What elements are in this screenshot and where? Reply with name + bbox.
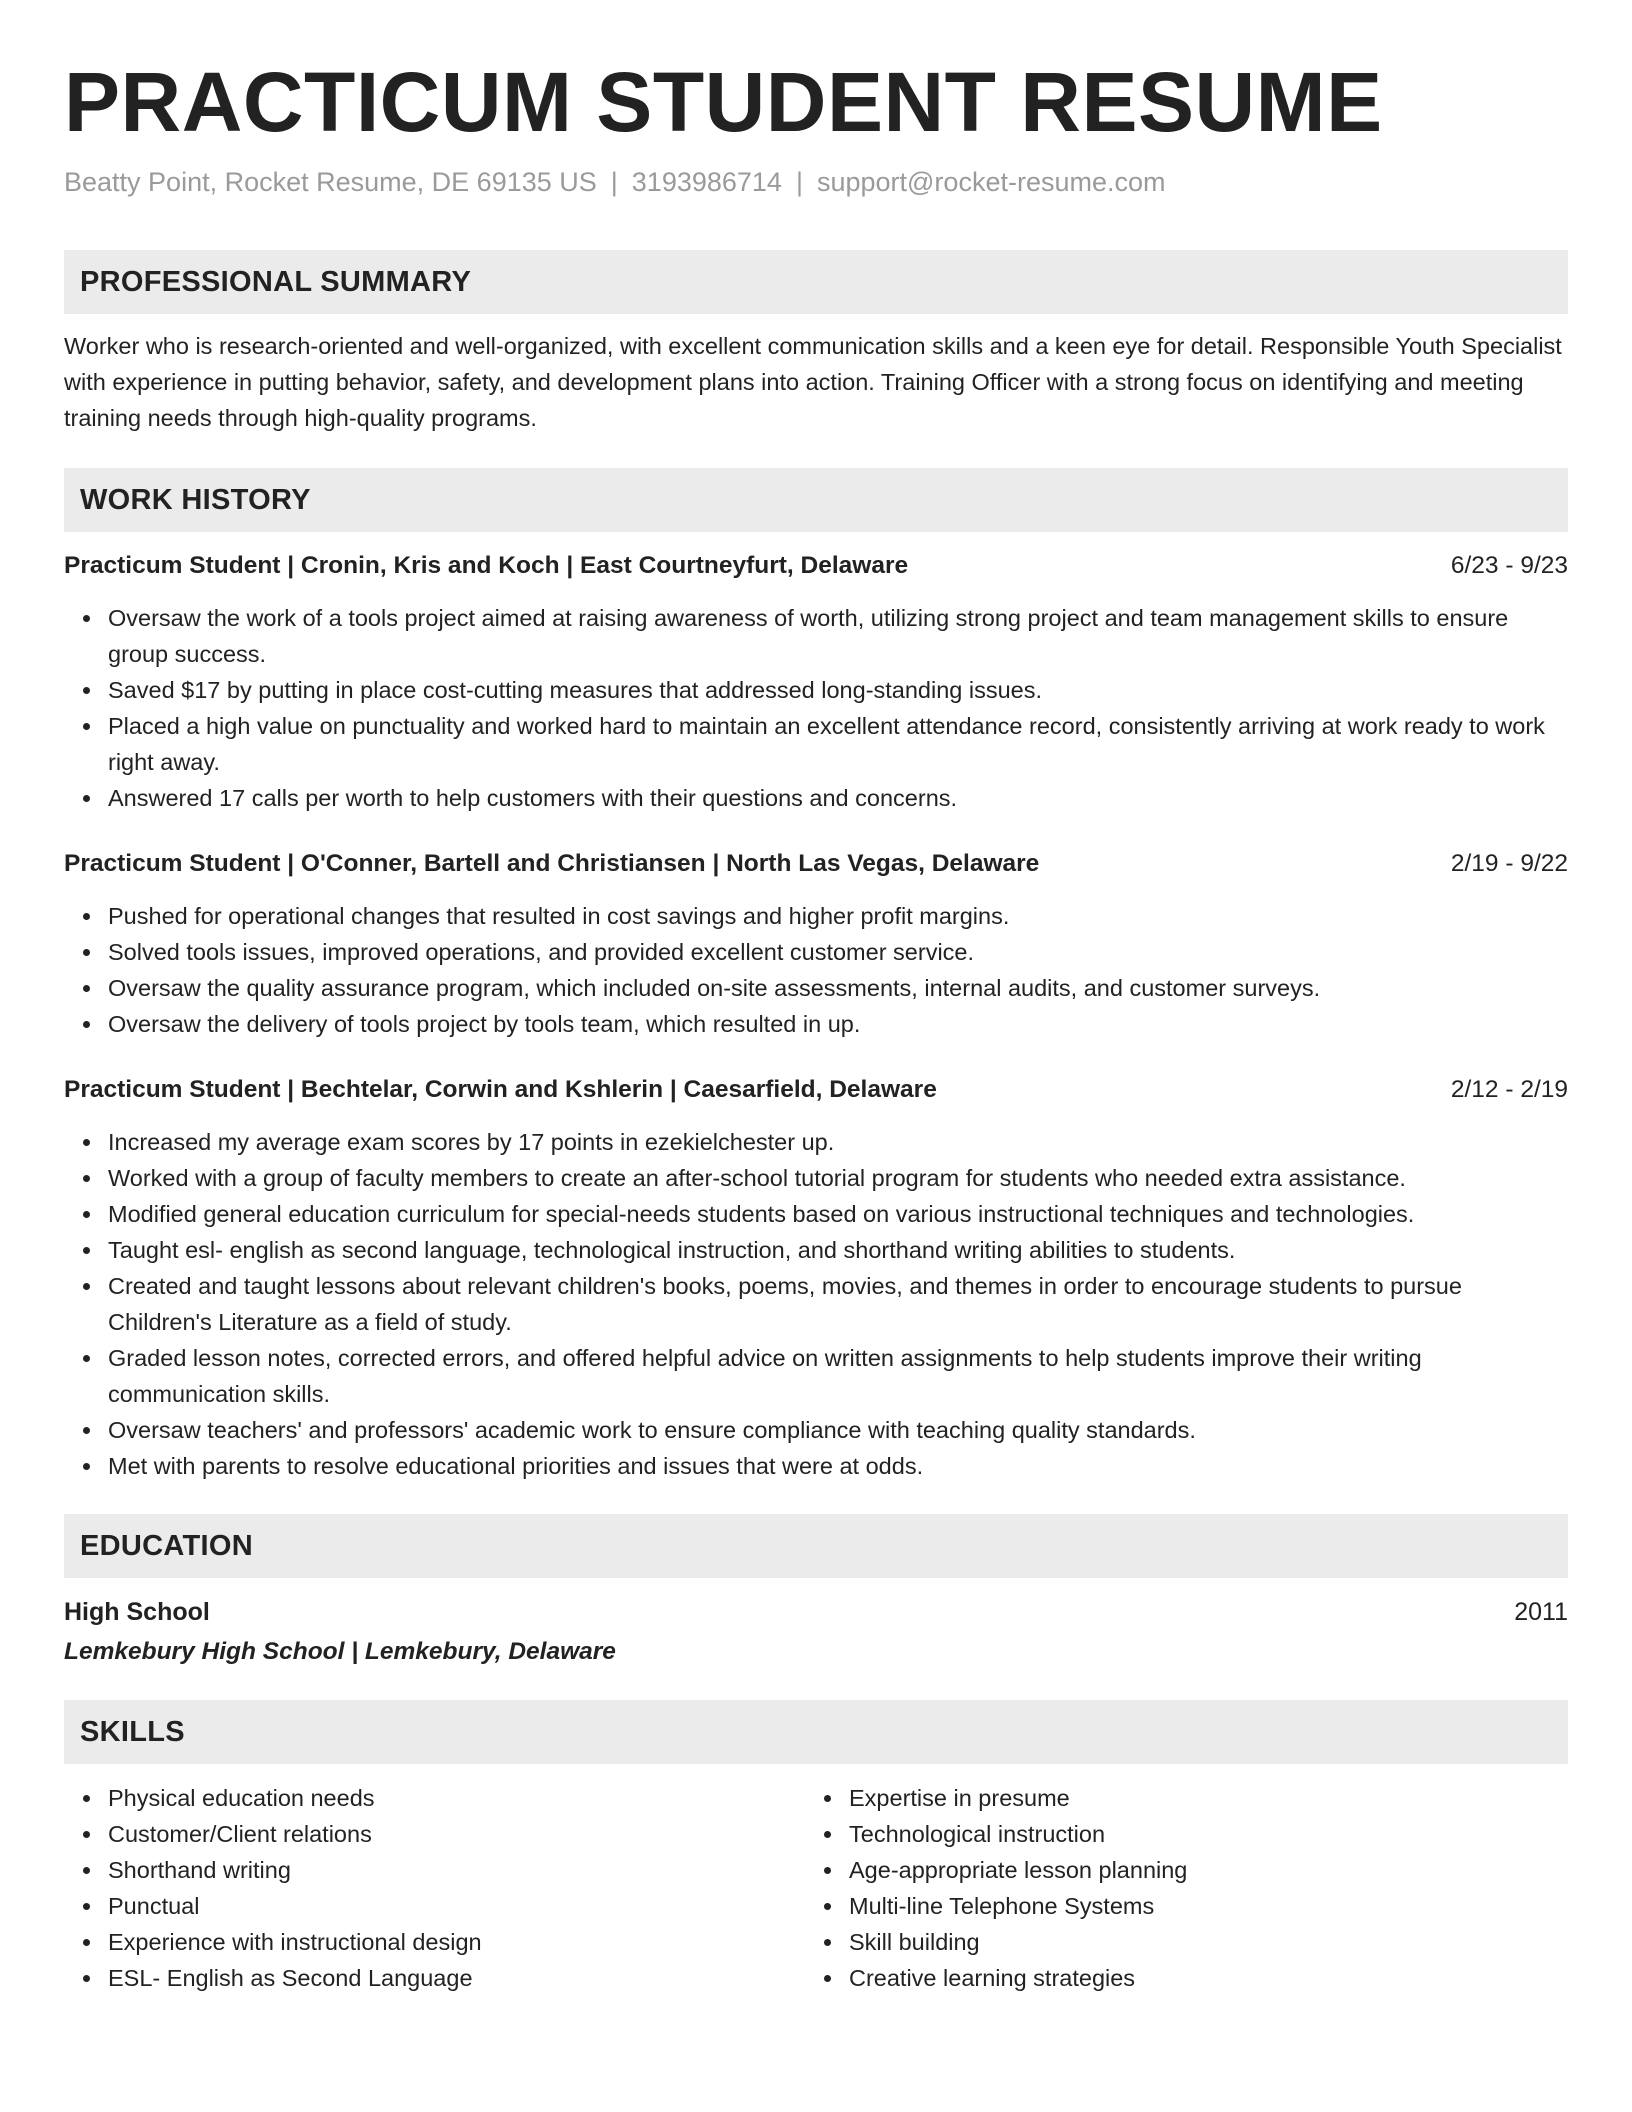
skill-item: Technological instruction	[849, 1816, 1546, 1852]
contact-line	[64, 164, 1568, 200]
job-bullet: Answered 17 calls per worth to help customers with their questions and concerns.	[108, 780, 1568, 816]
contact-phone: 3193986714	[631, 167, 782, 197]
work-history-header	[64, 468, 1568, 532]
job-bullet: Modified general education curriculum for special-needs students based on various instructional techniques and technologies.	[108, 1196, 1568, 1232]
skill-item: ESL- English as Second Language	[108, 1960, 805, 1996]
job-bullet: Placed a high value on punctuality and worked hard to maintain an excellent attendance record, consistently arriving at work ready to work right away.	[108, 708, 1568, 780]
summary-section	[64, 250, 1568, 436]
job-bullet: Created and taught lessons about relevant children's books, poems, movies, and themes in order to encourage students to pursue Children's Literature as a field of study.	[108, 1268, 1568, 1340]
job-title: Practicum Student | O'Conner, Bartell and Christiansen | North Las Vegas, Delaware	[64, 850, 1040, 877]
job-bullets	[64, 1124, 1568, 1484]
job-bullet: Increased my average exam scores by 17 points in ezekielchester up.	[108, 1124, 1568, 1160]
job-dates: 2/12 - 2/19	[1450, 1076, 1568, 1103]
summary-header	[64, 250, 1568, 314]
job-bullet: Taught esl- english as second language, technological instruction, and shorthand writing abilities to students.	[108, 1232, 1568, 1268]
skill-item: Punctual	[108, 1888, 805, 1924]
resume-title: PRACTICUM STUDENT RESUME	[64, 55, 1383, 149]
job-bullet: Solved tools issues, improved operations, and provided excellent customer service.	[108, 934, 1568, 970]
education-entry-header	[64, 1594, 1568, 1630]
job-entry	[64, 548, 1568, 816]
job-header	[64, 846, 1568, 882]
job-entry	[64, 846, 1568, 1042]
education-year: 2011	[1514, 1598, 1568, 1626]
contact-address: Beatty Point, Rocket Resume, DE 69135 US	[64, 167, 597, 197]
skill-item: Shorthand writing	[108, 1852, 805, 1888]
job-title: Practicum Student | Bechtelar, Corwin and Kshlerin | Caesarfield, Delaware	[64, 1076, 937, 1103]
job-bullet: Worked with a group of faculty members to create an after-school tutorial program for students who needed extra assistance.	[108, 1160, 1568, 1196]
job-header	[64, 1072, 1568, 1108]
job-bullets	[64, 898, 1568, 1042]
skills-header	[64, 1700, 1568, 1764]
skill-item: Customer/Client relations	[108, 1816, 805, 1852]
job-bullet: Met with parents to resolve educational priorities and issues that were at odds.	[108, 1448, 1568, 1484]
job-bullet: Oversaw teachers' and professors' academic work to ensure compliance with teaching quality standards.	[108, 1412, 1568, 1448]
job-header	[64, 548, 1568, 584]
job-bullet: Pushed for operational changes that resulted in cost savings and higher profit margins.	[108, 898, 1568, 934]
skill-item: Expertise in presume	[849, 1780, 1546, 1816]
summary-heading: PROFESSIONAL SUMMARY	[80, 265, 472, 298]
skill-item: Creative learning strategies	[849, 1960, 1546, 1996]
skills-list-left	[64, 1780, 805, 1996]
skills-heading: SKILLS	[80, 1715, 185, 1748]
contact-separator: |	[610, 167, 618, 197]
job-title: Practicum Student | Cronin, Kris and Koch | East Courtneyfurt, Delaware	[64, 552, 909, 579]
job-entry	[64, 1072, 1568, 1484]
education-section	[64, 1514, 1568, 1670]
education-school: Lemkebury High School | Lemkebury, Delaware	[64, 1638, 616, 1665]
education-heading: EDUCATION	[80, 1529, 253, 1562]
job-bullets	[64, 600, 1568, 816]
skills-list-right	[805, 1780, 1546, 1996]
work-history-heading: WORK HISTORY	[80, 483, 311, 516]
job-bullet: Oversaw the delivery of tools project by tools team, which resulted in up.	[108, 1006, 1568, 1042]
skill-item: Age-appropriate lesson planning	[849, 1852, 1546, 1888]
skill-item: Physical education needs	[108, 1780, 805, 1816]
work-history-section	[64, 468, 1568, 1484]
job-dates: 2/19 - 9/22	[1450, 850, 1568, 877]
skills-columns	[64, 1780, 1568, 1996]
job-dates: 6/23 - 9/23	[1450, 552, 1568, 579]
skill-item: Experience with instructional design	[108, 1924, 805, 1960]
education-entry	[64, 1594, 1568, 1670]
job-bullet: Graded lesson notes, corrected errors, and offered helpful advice on written assignments to help students improve their writing communication skills.	[108, 1340, 1568, 1412]
skill-item: Multi-line Telephone Systems	[849, 1888, 1546, 1924]
summary-text: Worker who is research-oriented and well-organized, with excellent communication skills and a keen eye for detail. Responsible Youth Specialist with experience in putting behavior, safety, and development plans into action. Training Officer with a strong focus on identifying and meeting training needs through high-quality programs.	[64, 333, 1562, 431]
job-bullet: Oversaw the work of a tools project aimed at raising awareness of worth, utilizing strong project and team management skills to ensure group success.	[108, 600, 1568, 672]
contact-email: support@rocket-resume.com	[816, 167, 1166, 197]
job-bullet: Oversaw the quality assurance program, which included on-site assessments, internal audits, and customer surveys.	[108, 970, 1568, 1006]
skill-item: Skill building	[849, 1924, 1546, 1960]
skills-section	[64, 1700, 1568, 1996]
education-header	[64, 1514, 1568, 1578]
contact-separator: |	[795, 167, 803, 197]
job-bullet: Saved $17 by putting in place cost-cutting measures that addressed long-standing issues.	[108, 672, 1568, 708]
education-degree: High School	[64, 1598, 210, 1626]
